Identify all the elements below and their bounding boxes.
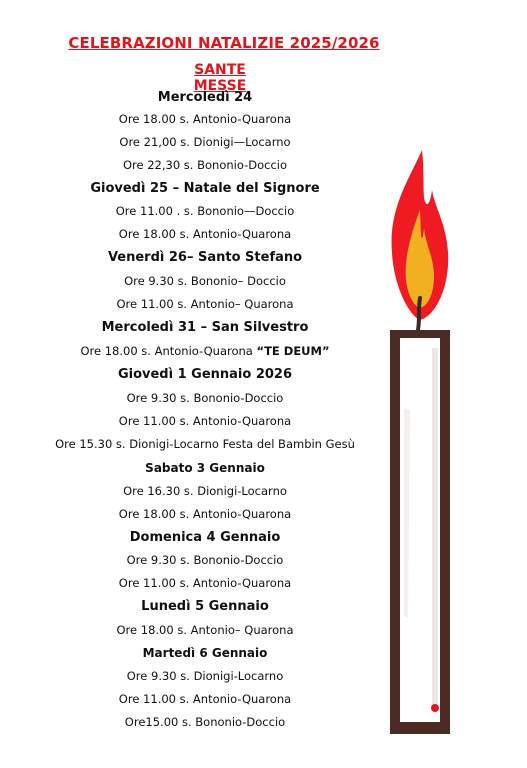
entry-text: Ore 9.30 s. Bononio-Doccio xyxy=(126,391,284,405)
mass-time xyxy=(40,297,370,311)
entry-text: Ore 9.30 s. Bononio-Doccio xyxy=(126,553,284,567)
page-title: CELEBRAZIONI NATALIZIE 2025/2026 xyxy=(68,34,380,52)
entry-text: Ore 9.30 s. Dionigi-Locarno xyxy=(126,669,284,683)
mass-time xyxy=(40,274,370,288)
mass-time xyxy=(40,414,370,428)
entry-suffix: “TE DEUM” xyxy=(256,344,330,358)
entry-text: Lunedì 5 Gennaio xyxy=(141,599,269,614)
wax-shading xyxy=(432,348,438,708)
mass-time xyxy=(40,484,370,498)
day-heading xyxy=(40,646,370,660)
page-subtitle: SANTE MESSE xyxy=(193,62,247,94)
mass-time xyxy=(40,553,370,567)
mass-time xyxy=(40,391,370,405)
mass-time xyxy=(40,623,370,637)
mass-time xyxy=(40,158,370,172)
entry-text: Ore 11.00 s. Antonio-Quarona xyxy=(118,414,292,428)
entry-text: Ore 21,00 s. Dionigi—Locarno xyxy=(119,135,291,149)
candle-icon xyxy=(380,148,460,738)
entry-text: Giovedì 25 – Natale del Signore xyxy=(90,181,320,196)
entry-text: Mercoledì 24 xyxy=(157,90,253,105)
entry-text: Martedì 6 Gennaio xyxy=(142,646,268,660)
entry-text: Ore 18.00 s. Antonio– Quarona xyxy=(116,623,294,637)
entry-text: Ore 11.00 . s. Bononio—Doccio xyxy=(115,204,295,218)
mass-time xyxy=(40,135,370,149)
mass-time xyxy=(40,344,370,358)
day-heading xyxy=(40,461,370,475)
entry-text: Sabato 3 Gennaio xyxy=(145,461,265,475)
entry-text: Giovedì 1 Gennaio 2026 xyxy=(117,367,293,382)
entry-text: Ore 18.00 s. Antonio-Quarona xyxy=(118,227,292,241)
entry-text: Ore15.00 s. Bononio-Doccio xyxy=(124,715,286,729)
entry-text: Ore 15.30 s. Dionigi-Locarno Festa del Bambin Gesù xyxy=(55,437,355,451)
day-heading xyxy=(40,90,370,105)
entry-text: Ore 9.30 s. Bononio– Doccio xyxy=(124,274,286,288)
entry-text: Ore 18.00 s. Antonio-Quarona xyxy=(118,507,292,521)
entry-text: Mercoledì 31 – San Silvestro xyxy=(101,320,309,335)
mass-time xyxy=(40,669,370,683)
day-heading xyxy=(40,530,370,545)
entry-text: Ore 11.00 s. Antonio-Quarona xyxy=(118,576,292,590)
day-heading xyxy=(40,250,370,265)
mass-time xyxy=(40,507,370,521)
day-heading xyxy=(40,367,370,382)
day-heading xyxy=(40,599,370,614)
mass-time xyxy=(40,576,370,590)
entry-text: Ore 11.00 s. Antonio-Quarona xyxy=(118,692,292,706)
entry-text: Ore 16.30 s. Dionigi-Locarno xyxy=(123,484,287,498)
mass-time xyxy=(40,204,370,218)
day-heading xyxy=(40,320,370,335)
candle-illustration xyxy=(380,148,460,738)
entry-text: Ore 18.00 s. Antonio-Quarona xyxy=(118,112,292,126)
wick xyxy=(418,298,420,330)
mass-time xyxy=(40,437,370,451)
mass-time xyxy=(40,112,370,126)
entry-text: Ore 11.00 s. Antonio– Quarona xyxy=(116,297,294,311)
entry-text: Domenica 4 Gennaio xyxy=(129,530,281,545)
day-heading xyxy=(40,181,370,196)
mass-time xyxy=(40,692,370,706)
entry-text: Ore 18.00 s. Antonio-Quarona xyxy=(80,344,257,358)
entry-text: Venerdì 26– Santo Stefano xyxy=(107,250,303,265)
entry-text: Ore 22,30 s. Bononio-Doccio xyxy=(122,158,288,172)
mass-time xyxy=(40,715,370,729)
mass-time xyxy=(40,227,370,241)
ember xyxy=(431,704,439,712)
